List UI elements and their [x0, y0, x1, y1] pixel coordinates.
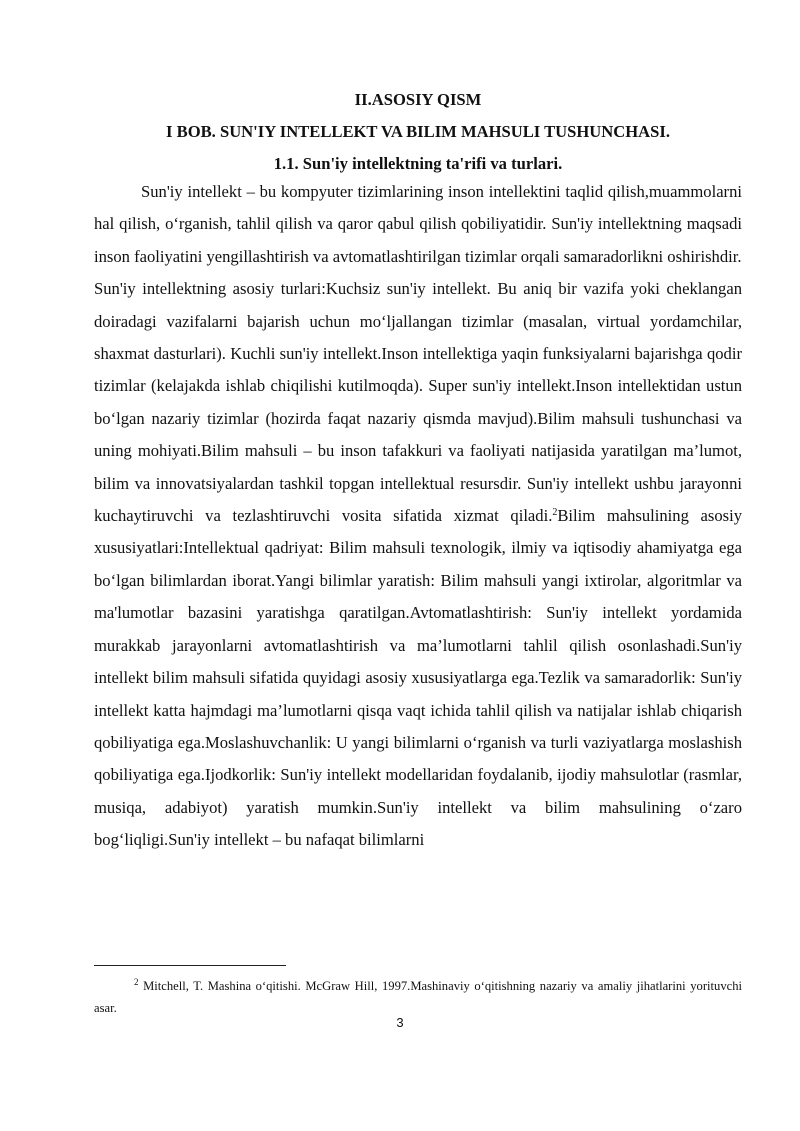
footnote-reference[interactable]: 2: [552, 507, 558, 519]
page-number: 3: [396, 1015, 404, 1030]
footnote-mark: 2: [134, 977, 139, 987]
paragraph-types-part2: Bilim mahsulining asosiy xususiyatlari:Intellektual qadriyat: Bilim mahsuli texnologik, ilmiy va iqtisodiy ahamiyatga ega bo‘lgan bilimlardan iborat.Yangi bilimlar yaratish: Bilim mahsuli yangi ixtirolar, algoritmlar va ma'lumotlar bazasini yaratishga qaratilgan.Avtomatlashtirish: Sun'iy intellekt yordamida murakkab jarayonlarni avtomatlashtirish va ma’lumotlarni tahlil qilish osonlashadi.Sun'iy intellekt bilim mahsuli sifatida quyidagi asosiy xususiyatlarga ega.Tezlik va samaradorlik: Sun'iy intellekt katta hajmdagi ma’lumotlarni qisqa vaqt ichida tahlil qilish va natijalar ishlab chiqarish qobiliyatiga ega.Moslashuvchanlik: U yangi bilimlarni o‘rganish va turli vaziyatlarga moslashish qobiliyatiga ega.Ijodkorlik: Sun'iy intellekt modellaridan foydalanib, ijodiy mahsulotlar (rasmlar, musiqa, adabiyot) yaratish mumkin.Sun'iy intellekt va bilim mahsulining o‘zaro bog‘liqligi.Sun'iy intellekt – bu nafaqat bilimlarni: [94, 506, 742, 850]
footnote: [94, 975, 742, 1019]
footnote-text: Mitchell, T. Mashina o‘qitishi. McGraw Hill, 1997.Mashinaviy o‘qitishning nazariy va amaliy jihatlarini yorituvchi asar.: [94, 979, 743, 1015]
paragraph-definition: Sun'iy intellekt – bu kompyuter tizimlarining inson intellektini taqlid qilish,muammolarni hal qilish, o‘rganish, tahlil qilish va qaror qabul qilish qobiliyatidir. Sun'iy intellektning maqsadi inson faoliyatini yengillashtirish va avtomatlashtirilgan tizimlar orqali samaradorlikni oshirishdir.: [94, 182, 742, 266]
heading-block: [94, 84, 742, 180]
body-text: [94, 176, 742, 857]
paragraph-types: [94, 273, 742, 856]
footnote-separator: [94, 965, 286, 966]
part-title: II.ASOSIY QISM: [354, 90, 482, 109]
section-title: 1.1. Sun'iy intellektning ta'rifi va turlari.: [273, 154, 563, 173]
chapter-title: I BOB. SUN'IY INTELLEKT VA BILIM MAHSULI TUSHUNCHASI.: [166, 122, 670, 141]
paragraph-types-part1: Sun'iy intellektning asosiy turlari:Kuchsiz sun'iy intellekt. Bu aniq bir vazifa yoki cheklangan doiradagi vazifalarni bajarish uchun mo‘ljallangan tizimlar (masalan, virtual yordamchilar, shaxmat dasturlari). Kuchli sun'iy intellekt.Inson intellektiga yaqin funksiyalarni bajarishga qodir tizimlar (kelajakda ishlab chiqilishi kutilmoqda). Super sun'iy intellekt.Inson intellektidan ustun bo‘lgan nazariy tizimlar (hozirda faqat nazariy qismda mavjud).Bilim mahsuli tushunchasi va uning mohiyati.Bilim mahsuli – bu inson tafakkuri va faoliyati natijasida yaratilgan ma’lumot, bilim va innovatsiyalardan tashkil topgan intellektual resursdir. Sun'iy intellekt ushbu jarayonni kuchaytiruvchi va tezlashtiruvchi vosita sifatida xizmat qiladi.: [94, 279, 742, 526]
